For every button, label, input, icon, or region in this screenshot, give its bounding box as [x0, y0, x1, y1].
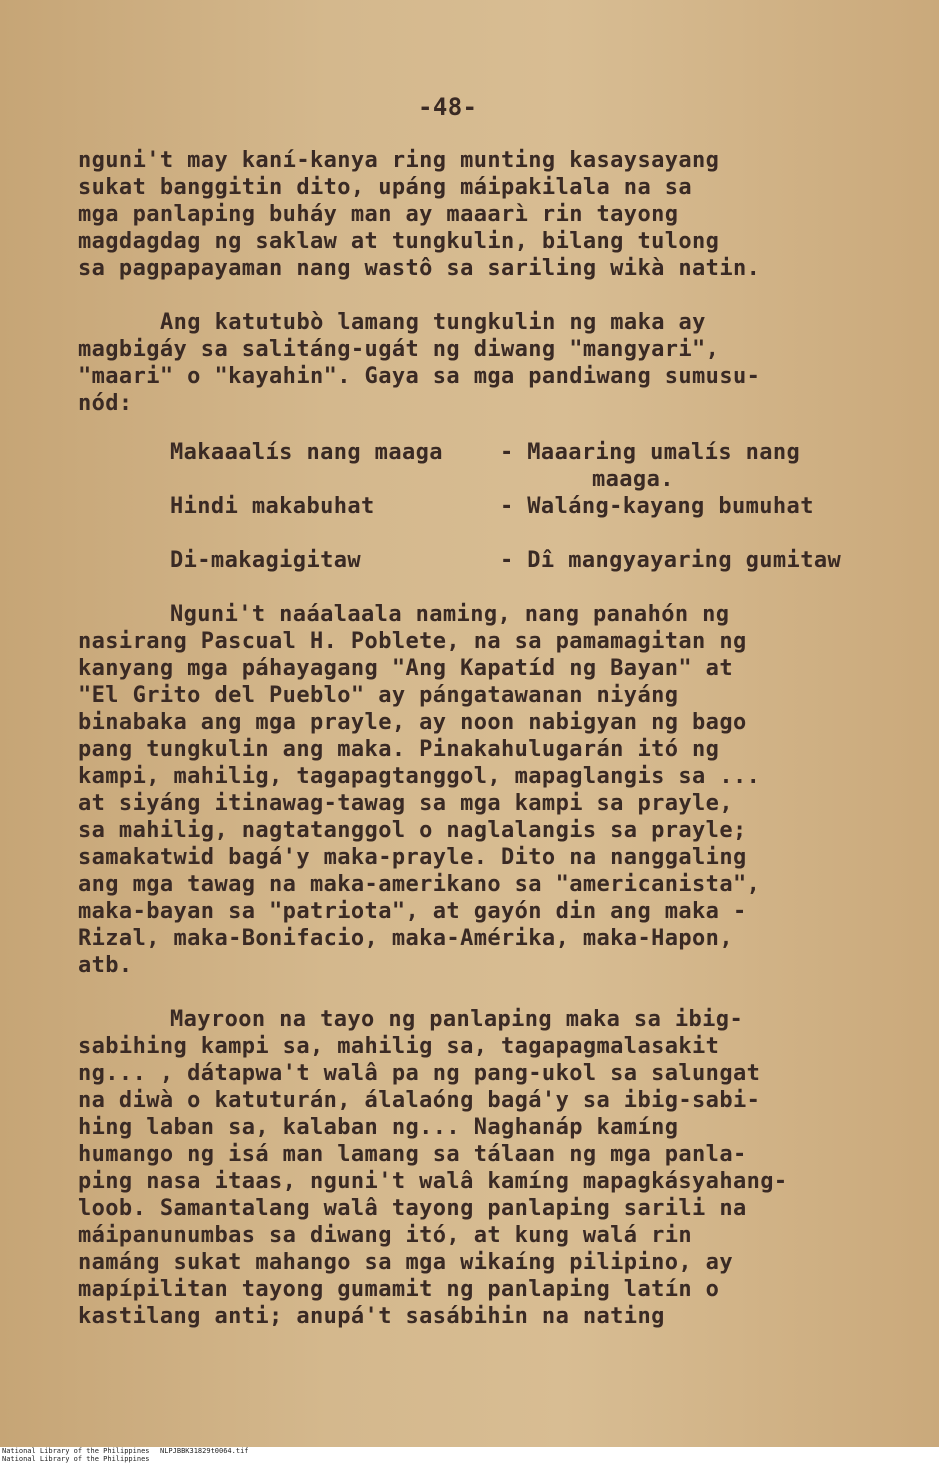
para3-line: Rizal, maka-Bonifacio, maka-Amérika, maka-Hapon, — [78, 926, 733, 951]
para1-line: sukat banggitin dito, upáng máipakilala na sa — [78, 175, 693, 200]
example-term: Hindi makabuhat — [170, 494, 375, 519]
para4-line: na diwà o katuturán, álalaóng bagá'y sa ibig-sabi- — [78, 1088, 761, 1113]
para4-line: máipanunumbas sa diwang itó, at kung walá rin — [78, 1223, 693, 1248]
footer-source: National Library of the Philippines — [2, 1447, 150, 1455]
footer-source-2: National Library of the Philippines — [2, 1455, 150, 1463]
para4-line: Mayroon na tayo ng panlaping maka sa ibig- — [170, 1007, 744, 1032]
para3-line: sa mahilig, nagtatanggol o naglalangis sa prayle; — [78, 818, 747, 843]
page-number: -48- — [418, 93, 478, 121]
para3-line: nasirang Pascual H. Poblete, na sa pamamagitan ng — [78, 629, 747, 654]
para4-line: sabihing kampi sa, mahilig sa, tagapagmalasakit — [78, 1034, 720, 1059]
para3-line: atb. — [78, 953, 133, 978]
para4-line: loob. Samantalang walâ tayong panlaping sarili na — [78, 1196, 747, 1221]
para2-line: magbigáy sa salitáng-ugát ng diwang "mangyari", — [78, 337, 720, 362]
para1-line: sa pagpapayaman nang wastô sa sariling wikà natin. — [78, 256, 761, 281]
para3-line: at siyáng itinawag-tawag sa mga kampi sa prayle, — [78, 791, 733, 816]
para4-line: humango ng isá man lamang sa tálaan ng mga panla- — [78, 1142, 747, 1167]
para3-line: ang mga tawag na maka-amerikano sa "americanista", — [78, 872, 761, 897]
para1-line: nguni't may kaní-kanya ring munting kasaysayang — [78, 148, 720, 173]
para3-line: maka-bayan sa "patriota", at gayón din ang maka - — [78, 899, 747, 924]
para4-line: ping nasa itaas, nguni't walâ kamíng mapagkásyahang- — [78, 1169, 788, 1194]
para2-line: nód: — [78, 391, 133, 416]
scan-footer — [0, 1447, 939, 1463]
example-meaning: - Maaaring umalís nang — [500, 440, 801, 465]
para3-line: samakatwid bagá'y maka-prayle. Dito na nanggaling — [78, 845, 747, 870]
para4-line: ng... , dátapwa't walâ pa ng pang-ukol sa salungat — [78, 1061, 761, 1086]
para4-line: hing laban sa, kalaban ng... Naghanáp kamíng — [78, 1115, 679, 1140]
para2-line: "maari" o "kayahin". Gaya sa mga pandiwang sumusu- — [78, 364, 761, 389]
example-meaning: - Dî mangyayaring gumitaw — [500, 548, 842, 573]
para3-line: "El Grito del Pueblo" ay pángatawanan niyáng — [78, 683, 679, 708]
example-term: Makaaalís nang maaga — [170, 440, 443, 465]
example-meaning-cont: maaga. — [592, 467, 674, 492]
para3-line: pang tungkulin ang maka. Pinakahulugarán itó ng — [78, 737, 720, 762]
para4-line: namáng sukat mahango sa mga wikaíng pilipino, ay — [78, 1250, 733, 1275]
para3-line: Nguni't naáalaala naming, nang panahón ng — [170, 602, 730, 627]
para2-line: Ang katutubò lamang tungkulin ng maka ay — [160, 310, 706, 335]
para4-line: mapípilitan tayong gumamit ng panlaping latín o — [78, 1277, 720, 1302]
para1-line: magdagdag ng saklaw at tungkulin, bilang tulong — [78, 229, 720, 254]
footer-filename: NLPJBBK31829t0064.tif — [160, 1447, 249, 1455]
para3-line: binabaka ang mga prayle, ay noon nabigyan ng bago — [78, 710, 747, 735]
example-term: Di-makagigitaw — [170, 548, 362, 573]
para3-line: kanyang mga páhayagang "Ang Kapatíd ng Bayan" at — [78, 656, 733, 681]
example-meaning: - Waláng-kayang bumuhat — [500, 494, 814, 519]
para1-line: mga panlaping buháy man ay maaarì rin tayong — [78, 202, 679, 227]
para3-line: kampi, mahilig, tagapagtanggol, mapaglangis sa ... — [78, 764, 761, 789]
para4-line: kastilang anti; anupá't sasábihin na nating — [78, 1304, 665, 1329]
